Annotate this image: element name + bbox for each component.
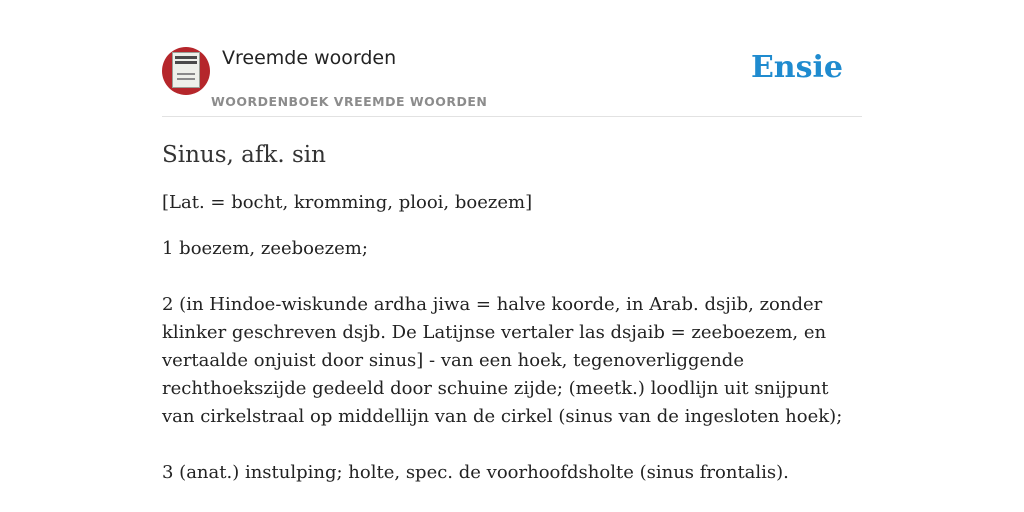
book-cover-image bbox=[172, 52, 200, 88]
book-cover-icon[interactable] bbox=[162, 47, 210, 95]
site-header bbox=[162, 44, 862, 117]
entry-title: Sinus, afk. sin bbox=[162, 142, 326, 168]
definition-3: 3 (anat.) instulping; holte, spec. de voorhoofdsholte (sinus frontalis). bbox=[162, 462, 789, 483]
entry-content bbox=[162, 139, 862, 487]
definition-1: 1 boezem, zeeboezem; bbox=[162, 238, 368, 259]
site-subtitle: WOORDENBOEK VREEMDE WOORDEN bbox=[211, 94, 488, 109]
ensie-logo[interactable]: Ensie bbox=[750, 50, 843, 85]
definition-2: 2 (in Hindoe-wiskunde ardha jiwa = halve koorde, in Arab. dsjib, zonder klinker geschreven dsjb. De Latijnse vertaler las dsjaib = zeeboezem, en vertaalde onjuist door sinus] - van een hoek, tegenoverliggende rechthoekszijde gedeeld door schuine zijde; (meetk.) loodlijn uit snijpunt van cirkelstraal op middellijn van de cirkel (sinus van de ingesloten hoek); bbox=[162, 294, 843, 427]
entry-etymology: [Lat. = bocht, kromming, plooi, boezem] bbox=[162, 192, 533, 213]
site-title[interactable]: Vreemde woorden bbox=[222, 47, 397, 69]
